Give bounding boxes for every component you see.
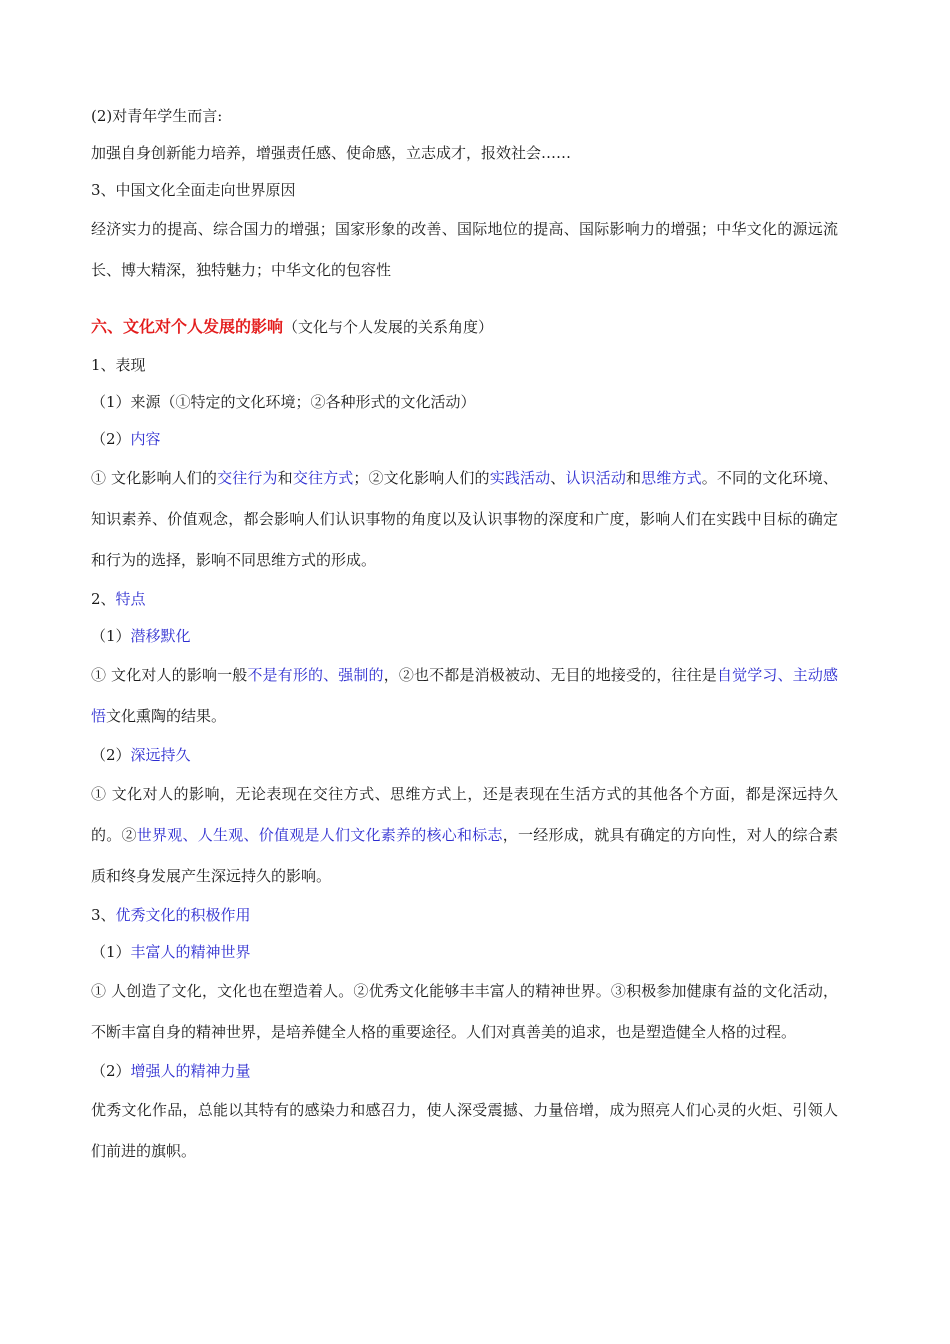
item-3-1-heading — [91, 934, 838, 971]
item-1-2-label: 内容 — [130, 430, 161, 448]
item-2-2-heading — [91, 737, 838, 774]
content-paragraph — [91, 458, 838, 581]
item-2-1-heading — [91, 618, 838, 655]
item-2-heading — [91, 581, 838, 618]
enrich-spirit-paragraph: ① 人创造了文化，文化也在塑造着人。②优秀文化能够丰丰富人的精神世界。③积极参加健康有益的文化活动，不断丰富自身的精神世界，是培养健全人格的重要途径。人们对真善美的追求，也是塑造健全人格的过程。 — [91, 982, 838, 1041]
item-3-1-label: 丰富人的精神世界 — [130, 943, 251, 961]
item-2-label: 特点 — [115, 590, 146, 608]
item-1-2-number: （2） — [91, 430, 131, 448]
item-2-2-number: （2） — [91, 746, 131, 764]
highlight-run: 认识活动 — [565, 469, 627, 487]
item-3-label: 优秀文化的积极作用 — [115, 906, 251, 924]
item-3-2-label: 增强人的精神力量 — [130, 1062, 251, 1080]
item-3-heading — [91, 897, 838, 934]
item-3-2-heading — [91, 1053, 838, 1090]
text-run: ① 文化影响人们的 — [91, 469, 218, 487]
item-1-heading: 1、表现 — [91, 356, 146, 374]
text-run: 和 — [626, 469, 642, 487]
item-2-number: 2、 — [91, 590, 116, 608]
reason-heading: 3、中国文化全面走向世界原因 — [91, 181, 296, 199]
subtle-influence-paragraph — [91, 655, 838, 737]
item-2-1-label: 潜移默化 — [130, 627, 191, 645]
highlight-run: 思维方式 — [641, 469, 702, 487]
strengthen-spirit-paragraph: 优秀文化作品，总能以其特有的感染力和感召力，使人深受震撼、力量倍增，成为照亮人们心灵的火炬、引领人们前进的旗帜。 — [91, 1101, 838, 1160]
item-2-2-label: 深远持久 — [130, 746, 191, 764]
highlight-run: 交往行为 — [217, 469, 278, 487]
highlight-run: 自觉学习、主动感悟 — [91, 666, 838, 725]
text-run: 、 — [550, 469, 566, 487]
item-1-2-heading — [91, 421, 838, 458]
text-run: ；②文化影响人们的 — [353, 469, 490, 487]
spacer — [91, 291, 838, 307]
text-run: ，②也不都是消极被动、无目的地接受的，往往是 — [383, 666, 717, 684]
section-six-subtitle: （文化与个人发展的关系角度） — [283, 318, 494, 336]
item-1-1-source: （1）来源（①特定的文化环境；②各种形式的文化活动） — [91, 393, 476, 411]
text-run: 。不同的文化环境、知识素养、价值观念，都会影响人们认识事物的角度以及认识事物的深度和广度，影响人们在实践中目标的确定和行为的选择，影响不同思维方式的形成。 — [91, 469, 838, 569]
text-run: 和 — [277, 469, 293, 487]
item-3-1-number: （1） — [91, 943, 131, 961]
text-run: ① 文化对人的影响一般 — [91, 666, 248, 684]
youth-body: 加强自身创新能力培养，增强责任感、使命感，立志成才，报效社会…… — [91, 144, 572, 162]
highlight-run: 交往方式 — [292, 469, 354, 487]
reason-body: 经济实力的提高、综合国力的增强；国家形象的改善、国际地位的提高、国际影响力的增强；中华文化的源远流长、博大精深，独特魅力；中华文化的包容性 — [91, 220, 838, 279]
text-run: 文化熏陶的结果。 — [106, 707, 227, 725]
item-2-1-number: （1） — [91, 627, 131, 645]
section-six-heading — [91, 307, 838, 347]
text-run: ，一经形成，就具有确定的方向性，对人的综合素质和终身发展产生深远持久的影响。 — [91, 826, 838, 885]
section-six-title: 六、文化对个人发展的影响 — [91, 317, 284, 336]
text-run: ① 文化对人的影响，无论表现在交往方式、思维方式上，还是表现在生活方式的其他各个方面，都是深远持久的。② — [91, 785, 838, 844]
item-3-number: 3、 — [91, 906, 116, 924]
highlight-run: 实践活动 — [489, 469, 551, 487]
highlight-run: 世界观、人生观、价值观是人们文化素养的核心和标志 — [136, 826, 503, 844]
lasting-influence-paragraph — [91, 774, 838, 897]
youth-heading: (2)对青年学生而言: — [91, 107, 223, 125]
highlight-run: 不是有形的、强制的 — [247, 666, 384, 684]
item-3-2-number: （2） — [91, 1062, 131, 1080]
